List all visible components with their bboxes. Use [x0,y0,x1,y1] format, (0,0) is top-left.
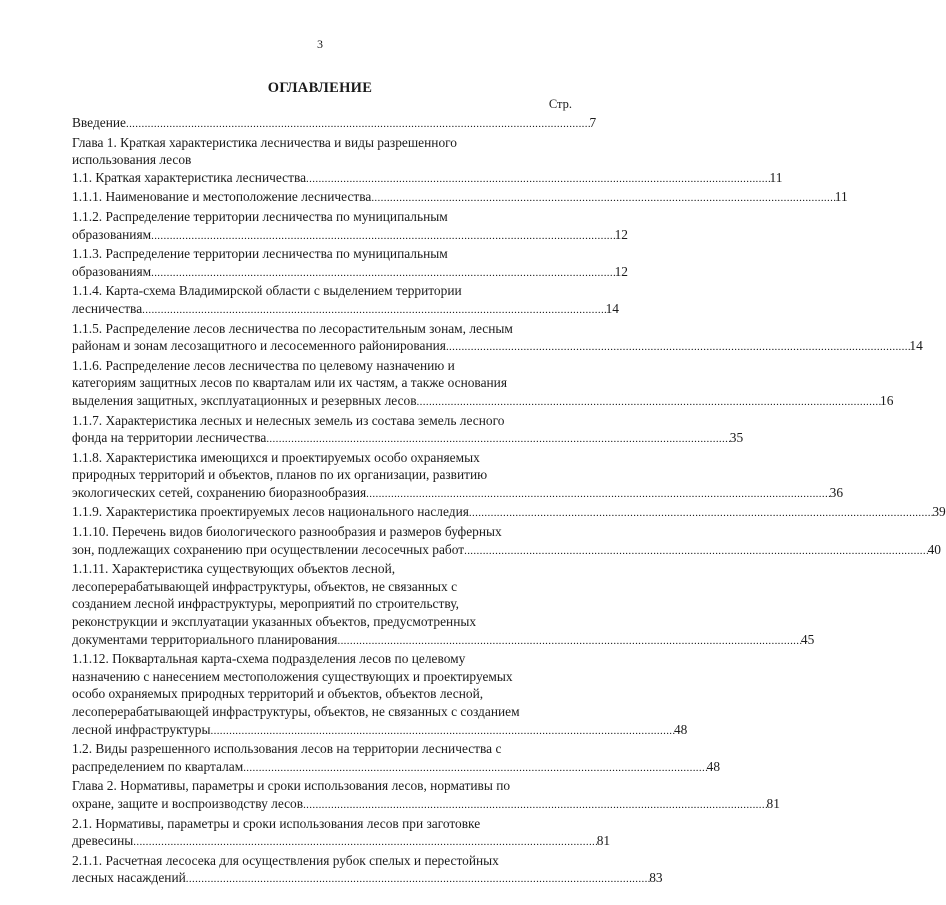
toc-entry-page: 14 [909,338,923,354]
toc-entry-text: экологических сетей, сохранению биоразнообразия [72,484,367,500]
dot-leader [151,226,614,246]
toc-entry-text: 1.1.5. Распределение лесов лесничества по лесорастительным зонам, лесным [72,320,513,336]
toc-entry-page: 40 [927,541,941,557]
toc-entry-page: 12 [614,263,628,279]
toc-entry[interactable] [72,523,941,560]
toc-entry-text: 1.1.7. Характеристика лесных и нелесных земель из состава земель лесного [72,412,505,428]
toc-entry-text: 1.1.1. Наименование и местоположение лесничества [72,189,372,205]
dot-leader [446,337,909,357]
dot-leader [464,541,927,561]
toc-entry-text: Введение [72,115,126,130]
dot-leader [186,869,649,889]
toc-entry[interactable] [72,282,619,319]
dot-leader [337,631,800,651]
toc-entry-text: 1.1.6. Распределение лесов лесничества по целевому назначению и [72,357,455,373]
toc-entry-text: образованиям [72,263,152,279]
toc-entry-text: 1.1. Краткая характеристика лесничества [72,169,307,185]
toc-entry-text: 1.2. Виды разрешенного использования лесов на территории лесничества с [72,741,502,757]
toc-entry-text: 2.1. Нормативы, параметры и сроки использования лесов при заготовке [72,815,481,831]
table-of-contents [72,114,946,889]
toc-entry[interactable] [72,503,946,523]
toc-entry-page: 83 [649,870,663,886]
toc-entry-page: 12 [614,226,628,242]
toc-entry-page: 81 [766,795,780,811]
toc-entry[interactable] [72,188,848,208]
toc-entry-text: районам и зонам лесозащитного и лесосеменного районирования [72,338,446,354]
toc-entry-text: документами территориального планирования [72,631,338,647]
dot-leader [133,832,596,852]
toc-entry[interactable] [72,357,894,412]
toc-entry-text: созданием лесной инфраструктуры, мероприятий по строительству, [72,596,459,612]
toc-entry[interactable] [72,815,611,852]
toc-entry-text: 1.1.9. Характеристика проектируемых лесов национального наследия [72,504,469,520]
toc-entry-text: особо охраняемых природных территорий и объектов, объектов лесной, [72,686,484,702]
dot-leader [306,169,769,189]
dot-leader [266,429,729,449]
dot-leader [211,721,674,741]
toc-entry[interactable] [72,134,566,169]
toc-entry-text: зон, подлежащих сохранению при осуществлении лесосечных работ [72,541,465,557]
toc-entry-text: назначению с нанесением местоположения существующих и проектируемых [72,668,513,684]
toc-entry[interactable] [72,560,815,650]
toc-entry-text: категориям защитных лесов по кварталам или их частям, а также основания [72,375,508,391]
toc-entry-text: лесничества [72,300,143,316]
toc-entry-text: 1.1.3. Распределение территории лесничества по муниципальным [72,246,448,262]
dot-leader [417,392,880,412]
page-number: 3 [317,37,323,51]
toc-entry[interactable] [72,449,844,504]
toc-entry-page: 48 [706,758,721,774]
dot-leader [126,114,589,134]
toc-entry-text: лесоперерабатывающей инфраструктуры, объектов, не связанных с [72,578,458,594]
toc-entry-page: 16 [880,392,894,408]
toc-entry[interactable] [72,740,721,777]
toc-entry-text: 1.1.10. Перечень видов биологического разнообразия и размеров буферных [72,524,502,540]
toc-entry-page: 11 [769,169,783,185]
toc-entry[interactable] [72,852,663,889]
toc-entry-text: охране, защите и воспроизводству лесов [72,795,304,811]
toc-entry-text: распределением по кварталам [72,758,244,774]
toc-entry-text: 1.1.11. Характеристика существующих объектов лесной, [72,561,396,577]
toc-entry-text: 1.1.12. Поквартальная карта-схема подразделения лесов по целевому [72,651,466,667]
toc-entry-text: образованиям [72,226,152,242]
dot-leader [303,795,766,815]
toc-entry-text: Глава 2. Нормативы, параметры и сроки использования лесов, нормативы по [72,778,511,794]
dot-leader [142,300,605,320]
toc-entry-text: 1.1.2. Распределение территории лесничества по муниципальным [72,208,448,224]
toc-entry-text: 2.1.1. Расчетная лесосека для осуществления рубок спелых и перестойных [72,852,499,868]
toc-entry-page: 81 [596,833,611,849]
dot-leader [371,188,834,208]
dot-leader [151,263,614,283]
toc-entry-page: 11 [834,189,848,205]
toc-entry-page: 14 [605,300,619,316]
dot-leader [243,758,706,778]
toc-entry-text: Глава 1. Краткая характеристика лесничества и виды разрешенного [72,134,457,150]
toc-entry[interactable] [72,650,688,740]
toc-entry-text: лесных насаждений [72,870,186,886]
toc-entry[interactable] [72,169,783,189]
toc-entry-page: 36 [829,484,844,500]
toc-entry-page: 7 [589,115,597,130]
toc-entry-text: 1.1.8. Характеристика имеющихся и проектируемых особо охраняемых [72,449,480,465]
toc-entry-text: природных территорий и объектов, планов по их организации, развитию [72,467,488,483]
toc-entry[interactable] [72,245,628,282]
toc-entry-text: фонда на территории лесничества [72,430,267,446]
toc-entry-text: 1.1.4. Карта-схема Владимирской области с выделением территории [72,283,462,299]
toc-entry-page: 45 [800,631,815,647]
page-column-label: Стр. [548,97,572,111]
toc-title: ОГЛАВЛЕНИЕ [267,80,373,96]
toc-entry-page: 39 [932,504,946,520]
dot-leader [366,484,829,504]
toc-entry[interactable] [72,114,597,134]
toc-entry-text: использования лесов [72,152,192,168]
toc-entry-text: выделения защитных, эксплуатационных и резервных лесов [72,392,417,408]
toc-entry[interactable] [72,208,628,245]
toc-entry-text: древесины [72,833,134,849]
toc-entry-page: 48 [673,721,688,737]
toc-entry[interactable] [72,777,780,814]
toc-entry-text: реконструкции и эксплуатации указанных объектов, предусмотренных [72,614,477,630]
toc-entry-text: лесоперерабатывающей инфраструктуры, объектов, не связанных с созданием [72,704,520,719]
toc-entry-page: 35 [729,430,744,446]
toc-entry-text: лесной инфраструктуры [72,721,211,737]
toc-entry[interactable] [72,320,923,357]
dot-leader [469,503,932,523]
toc-entry[interactable] [72,412,744,449]
